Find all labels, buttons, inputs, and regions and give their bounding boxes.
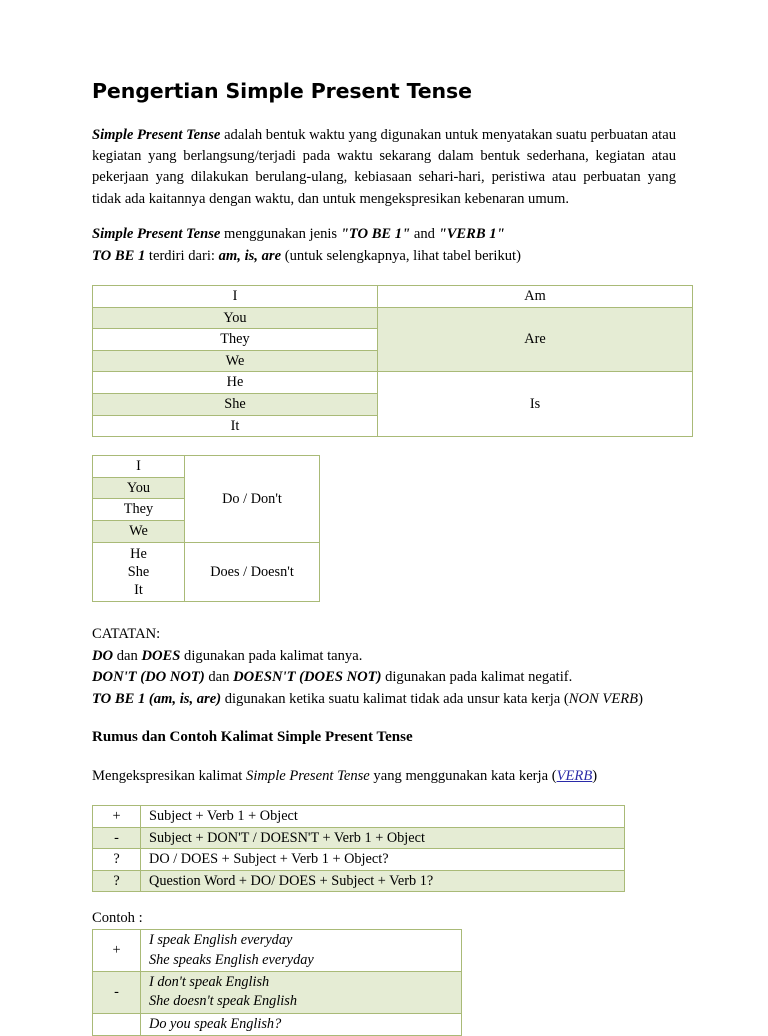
contoh-symbol-cell	[93, 1013, 141, 1035]
contoh-sentence-line: She speaks English everyday	[149, 951, 314, 968]
usage-line-1	[92, 224, 676, 245]
rumus-intro-d: )	[592, 767, 598, 784]
table-row	[93, 307, 693, 329]
intro-paragraph	[92, 125, 676, 211]
rumus-intro-paragraph	[92, 766, 676, 787]
usage-line-2-forms: am, is, are	[218, 247, 282, 264]
table-row	[93, 827, 625, 849]
catatan-tobe-term: TO BE 1 (am, is, are)	[92, 690, 222, 707]
verb-link[interactable]: VERB	[556, 767, 593, 784]
dodoes-pronoun-he: He	[130, 545, 147, 562]
dodoes-pronoun-it: It	[134, 582, 143, 599]
rumus-symbol-cell: -	[93, 827, 141, 849]
catatan-line-3-end: )	[638, 690, 643, 707]
usage-line-2-rest: (untuk selengkapnya, lihat tabel berikut)	[281, 247, 521, 264]
rumus-symbol-cell: +	[93, 806, 141, 828]
rumus-intro-c: yang menggunakan kata kerja (	[369, 767, 557, 784]
rumus-formula-cell: Subject + DON'T / DOESN'T + Verb 1 + Object	[141, 827, 625, 849]
dodoes-pronoun-cell: I	[93, 456, 185, 478]
dodoes-pronoun-cell: You	[93, 477, 185, 499]
tobe-verb-cell-are: Are	[378, 307, 693, 372]
usage-line-1-quote-tobe: "TO BE 1"	[340, 226, 411, 243]
catatan-line-2	[92, 667, 676, 688]
intro-body-text: adalah bentuk waktu yang digunakan untuk menyatakan suatu perbuatan atau kegiatan yang berlangsung/terjadi pada waktu sekarang dalam bentuk sederhana, kegiatan atau pekerjaan yang dilakukan berulang-ulang, kebiasaan sehari-hari, peristiwa atau perbuatan yang tidak ada kaitannya dengan waktu, dan untuk mengekspresikan kebenaran umum.	[92, 126, 677, 207]
contoh-sentence-cell	[141, 972, 462, 1014]
usage-line-1-lead: Simple Present Tense	[92, 226, 221, 243]
usage-line-2-lead: TO BE 1	[92, 247, 146, 264]
contoh-sentence-line: I speak English everyday	[149, 932, 293, 949]
tobe-pronoun-cell: We	[93, 350, 378, 372]
catatan-line-3	[92, 689, 676, 710]
contoh-table	[92, 929, 462, 1035]
catatan-line-2-conj: dan	[204, 669, 234, 686]
dodoes-pronoun-she: She	[127, 563, 150, 580]
table-row	[93, 870, 625, 892]
usage-line-1-and: and	[410, 226, 439, 243]
table-row	[93, 372, 693, 394]
dodoes-pronoun-group-cell	[93, 542, 185, 602]
rumus-formula-cell: Question Word + DO/ DOES + Subject + Verb 1?	[141, 870, 625, 892]
rumus-heading: Rumus dan Contoh Kalimat Simple Present Tense	[92, 729, 413, 746]
contoh-sentence-cell	[141, 1013, 462, 1035]
tobe-pronoun-cell: She	[93, 394, 378, 416]
tobe-pronoun-cell: You	[93, 307, 378, 329]
contoh-sentence-line: I don't speak English	[149, 974, 270, 991]
catatan-does-term: DOES	[141, 647, 181, 664]
table-row	[93, 806, 625, 828]
catatan-heading: CATATAN:	[92, 626, 161, 643]
table-row	[93, 1013, 462, 1035]
catatan-line-3-mid: digunakan ketika suatu kalimat tidak ada unsur kata kerja (	[221, 690, 569, 707]
to-be-table	[92, 285, 693, 437]
document-content	[92, 80, 676, 1036]
rumus-formula-cell: Subject + Verb 1 + Object	[141, 806, 625, 828]
rumus-symbol-cell: ?	[93, 849, 141, 871]
table-row	[93, 286, 693, 308]
page-title: Pengertian Simple Present Tense	[92, 79, 472, 103]
contoh-label: Contoh :	[92, 910, 143, 927]
dodoes-pronoun-cell: We	[93, 520, 185, 542]
tobe-pronoun-cell: They	[93, 329, 378, 351]
table-row	[93, 456, 320, 478]
contoh-symbol-cell: -	[93, 972, 141, 1014]
rumus-intro-a: Mengekspresikan kalimat	[92, 767, 247, 784]
catatan-do-term: DO	[92, 647, 114, 664]
tobe-pronoun-cell: It	[93, 415, 378, 437]
tobe-pronoun-cell: He	[93, 372, 378, 394]
dodoes-pronoun-cell: They	[93, 499, 185, 521]
rumus-table	[92, 805, 625, 892]
usage-line-2	[92, 246, 676, 267]
contoh-sentence-cell	[141, 930, 462, 972]
contoh-sentence-line: She doesn't speak English	[149, 993, 297, 1010]
tobe-verb-cell-am: Am	[378, 286, 693, 308]
catatan-line-1	[92, 646, 676, 667]
usage-line-1-quote-verb: "VERB 1"	[438, 226, 505, 243]
usage-line-1-mid: menggunakan jenis	[220, 226, 341, 243]
table-row	[93, 972, 462, 1014]
dodoes-aux-cell-do: Do / Don't	[185, 456, 320, 542]
catatan-line-1-rest: digunakan pada kalimat tanya.	[180, 647, 363, 664]
rumus-intro-term: Simple Present Tense	[246, 767, 370, 784]
usage-line-2-mid: terdiri dari:	[145, 247, 219, 264]
catatan-dont-term: DON'T (DO NOT)	[92, 669, 205, 686]
rumus-formula-cell: DO / DOES + Subject + Verb 1 + Object?	[141, 849, 625, 871]
catatan-line-1-conj: dan	[113, 647, 142, 664]
do-does-table	[92, 455, 320, 602]
contoh-symbol-cell: +	[93, 930, 141, 972]
table-row	[93, 542, 320, 602]
table-row	[93, 849, 625, 871]
intro-lead-term: Simple Present Tense	[92, 126, 221, 143]
catatan-nonverb-term: NON VERB	[568, 690, 639, 707]
tobe-verb-cell-is: Is	[378, 372, 693, 437]
table-row	[93, 930, 462, 972]
contoh-sentence-line: Do you speak English?	[149, 1015, 282, 1032]
catatan-doesnt-term: DOESN'T (DOES NOT)	[233, 669, 382, 686]
catatan-block	[92, 624, 676, 710]
rumus-symbol-cell: ?	[93, 870, 141, 892]
tobe-pronoun-cell: I	[93, 286, 378, 308]
catatan-line-2-rest: digunakan pada kalimat negatif.	[381, 669, 573, 686]
dodoes-aux-cell-does: Does / Doesn't	[185, 542, 320, 602]
